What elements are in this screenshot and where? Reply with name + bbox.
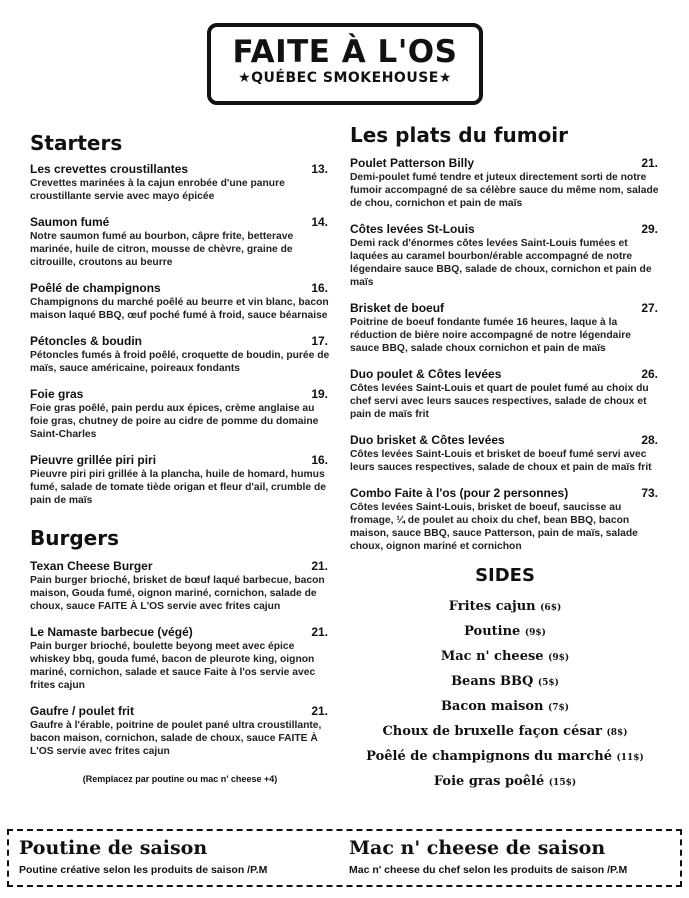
item-price: 29. <box>641 222 658 236</box>
side-item <box>350 695 660 720</box>
side-price: (8$) <box>606 728 628 738</box>
item-price: 21. <box>311 704 328 718</box>
item-description: Gaufre à l'érable, poitrine de poulet pané ultra croustillante, bacon maison, cornichon, salade de choux, sauce FAITE À L'OS servie avec frites cajun <box>30 720 322 757</box>
side-item <box>350 620 660 645</box>
side-item <box>350 595 660 620</box>
side-name: Beans BBQ <box>451 674 534 689</box>
item-name: Gaufre / poulet frit <box>30 704 135 718</box>
side-price: (9$) <box>548 653 570 663</box>
sides-section <box>350 565 660 795</box>
item-name: Poêlé de champignons <box>30 281 161 295</box>
item-price: 16. <box>311 281 328 295</box>
side-price: (11$) <box>616 753 644 763</box>
item-description: Pieuvre piri piri grillée à la plancha, huile de homard, humus fumé, salade de tomate tiède origan et fleur d'ail, crumble de pain de maïs <box>30 469 326 506</box>
sides-heading: SIDES <box>475 565 535 586</box>
mac-description: Mac n' cheese du chef selon les produits de saison /P.M <box>349 864 628 876</box>
menu-item <box>30 559 330 613</box>
item-description: Crevettes marinées à la cajun enrobée d'une panure croustillante servie avec mayo épicée <box>30 178 285 202</box>
poutine-title: Poutine de saison <box>19 837 208 859</box>
item-name: Pétoncles & boudin <box>30 334 143 348</box>
side-price: (9$) <box>524 628 546 638</box>
logo-subtitle: ★QUÉBEC SMOKEHOUSE★ <box>238 70 452 86</box>
item-name: Les crevettes croustillantes <box>30 162 189 176</box>
item-description: Demi-poulet fumé tendre et juteux directement sorti de notre fumoir accompagné de sa célèbre sauce du même nom, salade de chou, cornichon et pain de maïs <box>350 172 659 209</box>
item-description: Pain burger brioché, brisket de bœuf laqué barbecue, bacon maison, Gouda fumé, oignon mariné, cornichon, salade de choux, sauce FAITE À L'OS servie avec frites cajun <box>30 575 325 612</box>
item-price: 19. <box>311 387 328 401</box>
starters-heading: Starters <box>30 131 123 155</box>
item-description: Demi rack d'énormes côtes levées Saint-Louis fumées et laquées au caramel bourbon/érable accompagné de notre légendaire sauce BBQ, salade de choux, cornichon et pain de maïs <box>350 238 652 288</box>
substitution-note: (Remplacez par poutine ou mac n' cheese +4) <box>82 774 278 784</box>
starters-list <box>30 162 330 507</box>
menu-item <box>30 625 330 692</box>
item-name: Brisket de boeuf <box>350 301 445 315</box>
item-name: Texan Cheese Burger <box>30 559 153 573</box>
menu-item <box>30 162 330 203</box>
item-description: Pétoncles fumés à froid poêlé, croquette de boudin, purée de maïs, sauce américaine, poireaux fondants <box>30 350 330 374</box>
side-item <box>350 670 660 695</box>
side-name: Poêlé de champignons du marché <box>366 749 612 764</box>
menu-item <box>30 704 330 758</box>
item-price: 14. <box>311 215 328 229</box>
item-price: 27. <box>641 301 658 315</box>
side-item <box>350 645 660 670</box>
side-name: Mac n' cheese <box>440 649 544 664</box>
item-name: Foie gras <box>30 387 84 401</box>
item-name: Côtes levées St-Louis <box>350 222 475 236</box>
plats-list <box>350 156 660 553</box>
item-price: 26. <box>641 367 658 381</box>
side-price: (15$) <box>548 778 577 788</box>
side-name: Frites cajun <box>448 599 536 614</box>
side-name: Bacon maison <box>440 699 544 714</box>
mac-title: Mac n' cheese de saison <box>349 837 606 859</box>
seasonal-box <box>7 829 682 887</box>
mac-section <box>349 837 627 876</box>
menu-item <box>350 367 660 421</box>
poutine-section <box>19 837 267 876</box>
item-name: Saumon fumé <box>30 215 110 229</box>
item-name: Le Namaste barbecue (végé) <box>30 625 193 639</box>
side-name: Poutine <box>464 624 521 639</box>
item-price: 21. <box>311 559 328 573</box>
item-price: 21. <box>311 625 328 639</box>
menu-item <box>30 334 330 375</box>
menu-item <box>350 222 660 289</box>
item-price: 16. <box>311 453 328 467</box>
side-name: Foie gras poêlé <box>433 774 545 789</box>
item-description: Champignons du marché poêlé au beurre et vin blanc, bacon maison laqué BBQ, œuf poché fumé à froid, sauce béarnaise <box>30 297 329 321</box>
side-price: (7$) <box>548 703 570 713</box>
item-price: 13. <box>311 162 328 176</box>
item-description: Côtes levées Saint-Louis et brisket de boeuf fumé servi avec leurs sauces respectives, salade de choux et pain de maïs frit <box>350 449 652 473</box>
side-name: Choux de bruxelle façon césar <box>382 724 602 739</box>
menu-item <box>350 486 660 553</box>
poutine-description: Poutine créative selon les produits de saison /P.M <box>19 864 268 876</box>
item-description: Côtes levées Saint-Louis, brisket de boeuf, saucisse au fromage, ¼ de poulet au choix du chef, bean BBQ, bacon maison, sauce BBQ, sauce Patterson, pain de maïs, salade choux, oignon mariné et cornichon <box>350 502 638 552</box>
right-column <box>350 122 660 795</box>
menu-item <box>30 215 330 269</box>
side-item <box>350 745 660 770</box>
side-item <box>350 770 660 795</box>
item-description: Notre saumon fumé au bourbon, câpre frite, betterave marinée, huile de citron, mousse de chèvre, graine de citrouille, croutons au beurre <box>30 231 294 268</box>
menu-item <box>30 387 330 441</box>
menu-item <box>350 433 660 474</box>
item-name: Poulet Patterson Billy <box>350 156 475 170</box>
item-price: 28. <box>641 433 658 447</box>
item-name: Duo poulet & Côtes levées <box>350 367 502 381</box>
side-price: (6$) <box>540 603 562 613</box>
item-name: Pieuvre grillée piri piri <box>30 453 157 467</box>
burgers-list <box>30 559 330 758</box>
item-price: 17. <box>311 334 328 348</box>
item-name: Duo brisket & Côtes levées <box>350 433 505 447</box>
menu-item <box>350 301 660 355</box>
burgers-heading: Burgers <box>30 526 119 550</box>
item-description: Pain burger brioché, boulette beyong meet avec épice whiskey bbq, gouda fumé, bacon de pleurote king, oignon mariné, cornichon, salade et sauce Faite à l'os servie avec frites cajun <box>30 641 316 691</box>
item-price: 21. <box>641 156 658 170</box>
item-price: 73. <box>641 486 658 500</box>
menu-item <box>30 453 330 507</box>
side-item <box>350 720 660 745</box>
item-description: Foie gras poêlé, pain perdu aux épices, crème anglaise au foie gras, chutney de poire au cidre de pomme du domaine Saint-Charles <box>30 403 319 440</box>
left-column <box>30 130 330 784</box>
item-description: Côtes levées Saint-Louis et quart de poulet fumé au choix du chef servi avec leurs sauces respectives, salade de choux et pain de maïs frit <box>350 383 649 420</box>
menu-item <box>350 156 660 210</box>
side-price: (5$) <box>537 678 559 688</box>
item-name: Combo Faite à l'os (pour 2 personnes) <box>350 486 569 500</box>
item-description: Poitrine de boeuf fondante fumée 16 heures, laque à la réduction de bière noire accompagné de notre légendaire sauce BBQ, salade choux cornichon et pain de maïs <box>350 317 631 354</box>
restaurant-logo <box>207 23 483 105</box>
menu-item <box>30 281 330 322</box>
logo-title: FAITE À L'OS <box>232 34 458 70</box>
plats-heading: Les plats du fumoir <box>350 123 569 147</box>
